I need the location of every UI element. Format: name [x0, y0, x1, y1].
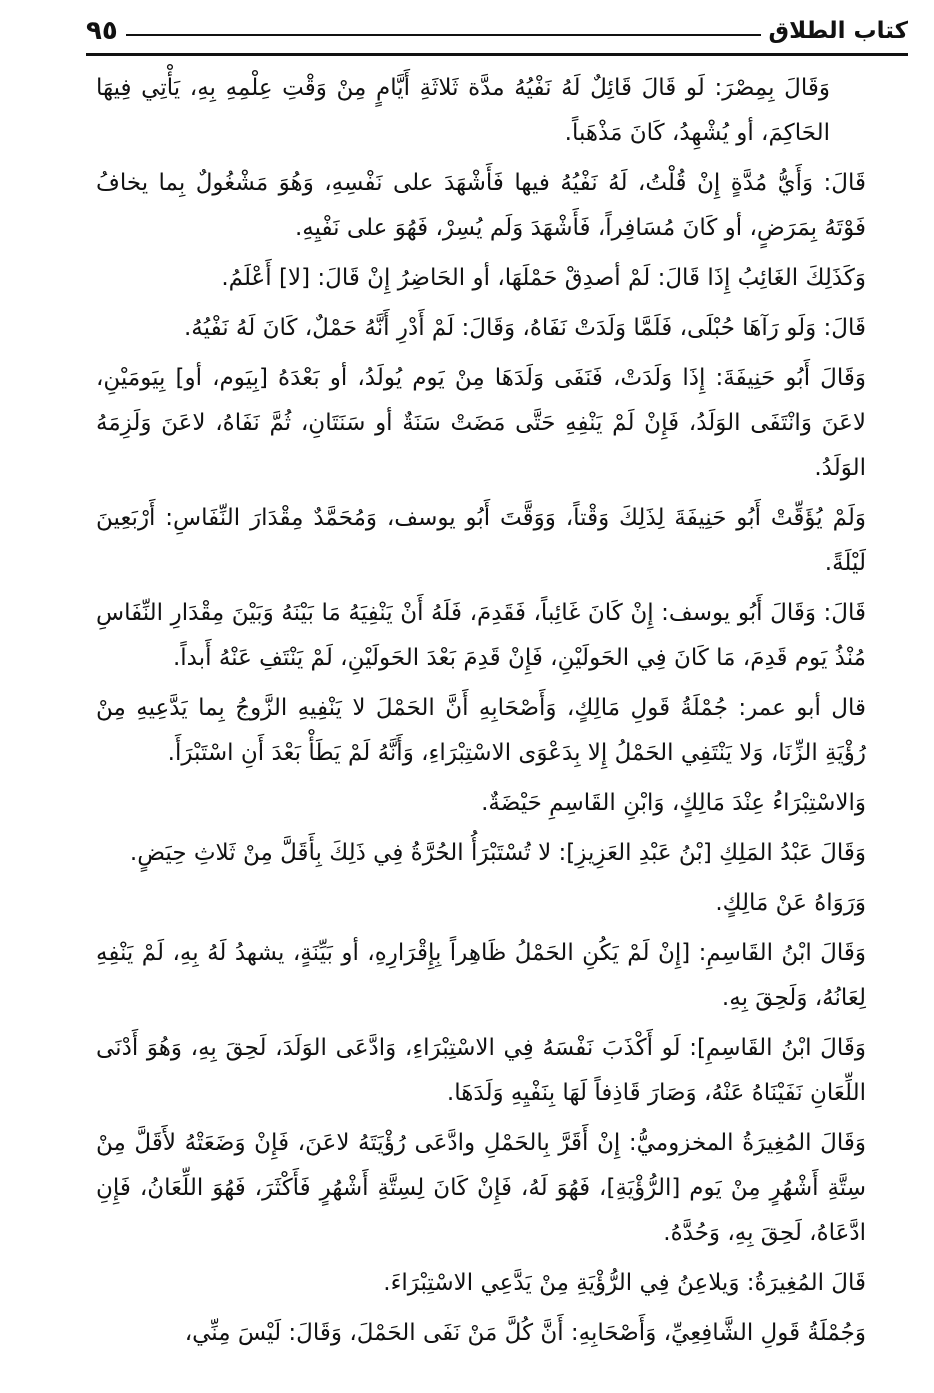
paragraph: وَرَوَاهُ عَنْ مَالِكٍ. [715, 890, 866, 916]
paragraph: وَقَالَ المُغِيرَةُ المخزوميُّ: إِنْ أَقَرَّ بِالحَمْلِ وادَّعَى رُؤْيَتَهُ لاعَنَ، فَإِنْ وَضَعَتْهُ لأَقَلَّ مِنْ سِتَّةِ أَشْهُرٍ مِنْ يَوم [الرُّؤْيَةِ]، فَهُوَ لَهُ، فَإِنْ كَانَ لِسِتَّةِ أَشْهُرٍ فَأَكْثَرَ، فَهُوَ اللِّعَانُ، فَإِنِ ادَّعَاهُ، لَحِقَ بِهِ، وَحُدَّهُ. [96, 1130, 866, 1246]
paragraph: وَقَالَ ابْنُ القَاسِمِ]: لَو أَكْذَبَ نَفْسَهُ فِي الاسْتِبْرَاءِ، وَادَّعَى الوَلَدَ، لَحِقَ بِهِ، وَهُوَ أَدْنَى اللِّعَانِ نَفَيْنَاهُ عَنْهُ، وَصَارَ قَاذِفاً لَهَا بِنَفْيِهِ وَلَدَهَا. [96, 1035, 866, 1106]
paragraph: قَالَ: وَأَيُّ مُدَّةٍ إِنْ قُلْتُ، لَهُ نَفْيُهُ فيها فَأَشْهَدَ على نَفْسِهِ، وَهُوَ مَشْغُولٌ بِما يخافُ فَوْتَهُ بِمَرَضٍ، أو كَانَ مُسَافِراً، فَأَشْهَدَ وَلَم يُسِرْ، فَهُوَ على نَفْيِهِ. [96, 170, 866, 241]
paragraph: قَالَ: وَقَالَ أَبُو يوسف: إِنْ كَانَ غَائِباً، فَقَدِمَ، فَلَهُ أَنْ يَنْفِيَهُ مَا بَيْنَهُ وَبَيْنَ مِقْدَارِ النِّفَاسِ مُنْذُ يَوم قَدِمَ، مَا كَانَ فِي الحَولَيْنِ، فَإِنْ قَدِمَ بَعْدَ الحَولَيْنِ، لَمْ يَنْتَفِ عَنْهُ أَبداً. [96, 600, 866, 671]
paragraph: وَقَالَ أَبُو حَنِيفَةَ: إِذَا وَلَدَتْ، فَنَفَى وَلَدَهَا مِنْ يَوم يُولَدُ، أو بَعْدَهُ [بِيَوم، أو] بِيَومَيْنِ، لاعَنَ وَانْتَفَى الوَلَدُ، فَإِنْ لَمْ يَنْفِهِ حَتَّى مَضَتْ سَنَةٌ أو سَنَتَانِ، ثُمَّ نَفَاهُ، لاعَنَ وَلَزِمَهُ الوَلَدُ. [96, 365, 866, 481]
paragraph: وَقَالَ بِمِصْرَ: لَو قَالَ قَائِلٌ لَهُ نَفْيُهُ مدَّة ثَلاثَةِ أَيَّامٍ مِنْ وَقْتِ عِلْمِهِ بِهِ، يَأْتِي فِيهَا الحَاكِمَ، أو يُشْهِدُ، كَانَ مَذْهَباً. [96, 75, 830, 146]
book-title: كتاب الطلاق [768, 18, 908, 44]
paragraph: وَكَذَلِكَ الغَائِبُ إِذَا قَالَ: لَمْ أصدِقْ حَمْلَهَا، أو الحَاضِرُ إِنْ قَالَ: [لا] أَعْلَمُ. [221, 265, 866, 291]
paragraph: وَالاسْتِبْرَاءُ عِنْدَ مَالِكٍ، وَابْنِ القَاسِمِ حَيْضَةٌ. [481, 790, 866, 816]
paragraph: قَالَ: وَلَو رَآهَا حُبْلَى، فَلَمَّا وَلَدَتْ نَفَاهُ، وَقَالَ: لَمْ أَدْرِ أَنَّهُ حَمْلٌ، كَانَ لَهُ نَفْيُهُ. [184, 315, 866, 341]
page-body [96, 66, 866, 1373]
paragraph: وَقَالَ ابْنُ القَاسِمِ: [إِنْ لَمْ يَكُنِ الحَمْلُ ظَاهِراً بِإِقْرَارِهِ، أو بَيِّنَةٍ، يشهدُ لَهُ بِهِ، لَمْ يَنْفِهِ لِعَانُهُ، وَلَحِقَ بِهِ. [96, 940, 866, 1011]
running-header [86, 8, 908, 46]
paragraph: وَجُمْلَةُ قَولِ الشَّافِعِيِّ، وَأَصْحَابِهِ: أَنَّ كُلَّ مَنْ نَفَى الحَمْلَ، وَقَالَ: لَيْسَ مِنِّي، [184, 1320, 866, 1346]
header-leader-line [126, 34, 761, 36]
paragraph: وَلَمْ يُؤَقِّتْ أَبُو حَنِيفَةَ لِذَلِكَ وَقْتاً، وَوَقَّتَ أَبُو يوسف، وَمُحَمَّدٌ مِقْدَارَ النِّفَاسِ: أَرْبَعِينَ لَيْلَةً. [96, 505, 866, 576]
header-rule [86, 53, 908, 56]
page-number: ٩٥ [86, 16, 118, 46]
paragraph: قال أبو عمر: جُمْلَةُ قَولِ مَالِكٍ، وَأَصْحَابِهِ أَنَّ الحَمْلَ لا يَنْفِيهِ الزَّوجُ بِما يَدَّعِيهِ مِنْ رُؤْيَةِ الزِّنَا، وَلا يَنْتَفِي الحَمْلُ إِلا بِدَعْوَى الاسْتِبْرَاءِ، وَأَنَّهُ لَمْ يَطَأْ بَعْدَ أَنِ اسْتَبْرَأَ. [96, 695, 866, 766]
paragraph: وَقَالَ عَبْدُ المَلِكِ [بْنُ عَبْدِ العَزِيزِ]: لا تُسْتَبْرَأُ الحُرَّةُ فِي ذَلِكَ بِأَقَلَّ مِنْ ثَلاثِ حِيَضٍ. [129, 840, 866, 866]
paragraph: قَالَ المُغِيرَةُ: وَيلاعِنُ فِي الرُّؤْيَةِ مِنْ يَدَّعِي الاسْتِبْرَاءَ. [383, 1270, 866, 1296]
